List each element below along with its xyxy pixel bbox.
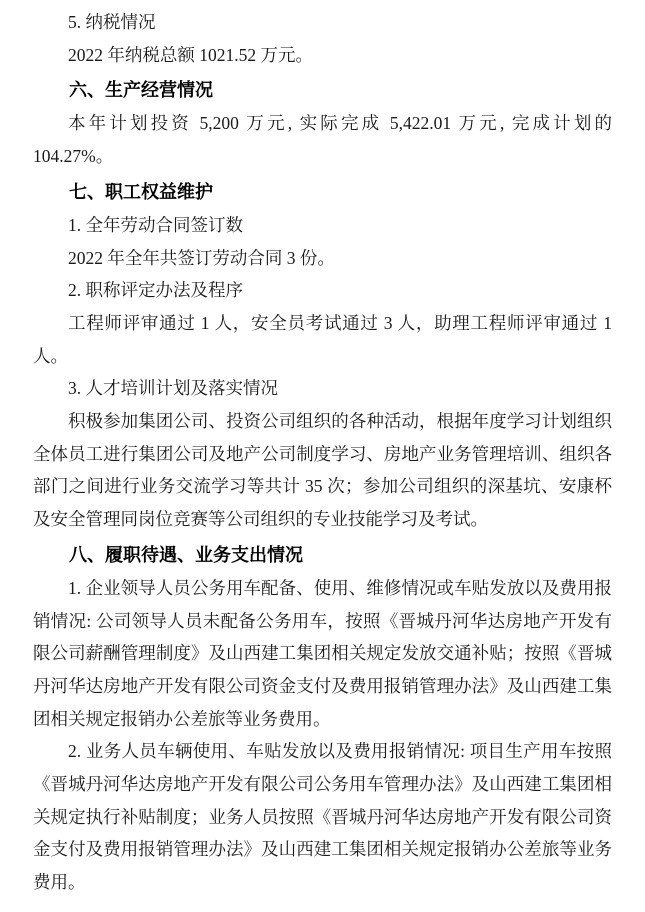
list-item-tax-status: 5. 纳税情况 [68, 12, 156, 32]
list-item-talent-training: 3. 人才培训计划及落实情况 [68, 378, 278, 399]
para-talent-training-details: 积极参加集团公司、投资公司组织的各种活动，根据年度学习计划组织全体员工进行集团公司及地产公司制度学习、房地产业务管理培训、组织各部门之间进行业务交流学习等共计 35 次；参加公司组织的深基坑、安康杯及安全管理同岗位竞赛等公司组织的专业技能学习及考试。 [33, 411, 612, 530]
para-title-evaluation-results: 工程师评审通过 1 人，安全员考试通过 3 人，助理工程师评审通过 1 人。 [33, 312, 612, 366]
section-heading-7-employee-rights: 七、职工权益维护 [69, 181, 213, 202]
para-leaders-vehicle-expense-reimbursement: 1. 企业领导人员公务用车配备、使用、维修情况或车贴发放以及费用报销情况: 公司领导人员未配备公务用车，按照《晋城丹河华达房地产开发有限公司薪酬管理制度》及山西建工集团相关规定发放交通补贴；按照《晋城丹河华达房地产开发有限公司资金支付及费用报销管理办法》及山西建工集团相关规定报销办公差旅等业务费用。 [33, 577, 612, 729]
para-tax-total-2022: 2022 年纳税总额 1021.52 万元。 [68, 44, 313, 65]
section-heading-6-production-operations: 六、生产经营情况 [69, 80, 213, 101]
section-heading-8-duty-benefits-expenses: 八、履职待遇、业务支出情况 [69, 544, 303, 565]
para-investment-completion: 本年计划投资 5,200 万元, 实际完成 5,422.01 万元, 完成计划的 104.27%。 [33, 113, 612, 167]
para-labor-contracts-2022: 2022 年全年共签订劳动合同 3 份。 [68, 247, 335, 268]
para-staff-vehicle-expense-reimbursement: 2. 业务人员车辆使用、车贴发放以及费用报销情况: 项目生产用车按照《晋城丹河华达房地产开发有限公司公务用车管理办法》及山西建工集团相关规定执行补贴制度；业务人员按照《晋城丹河华达房地产开发有限公司资金支付及费用报销管理办法》及山西建工集团相关规定报销办公差旅等业务费用。 [33, 741, 612, 893]
list-item-labor-contracts: 1. 全年劳动合同签订数 [68, 214, 243, 235]
list-item-title-evaluation: 2. 职称评定办法及程序 [68, 280, 243, 301]
